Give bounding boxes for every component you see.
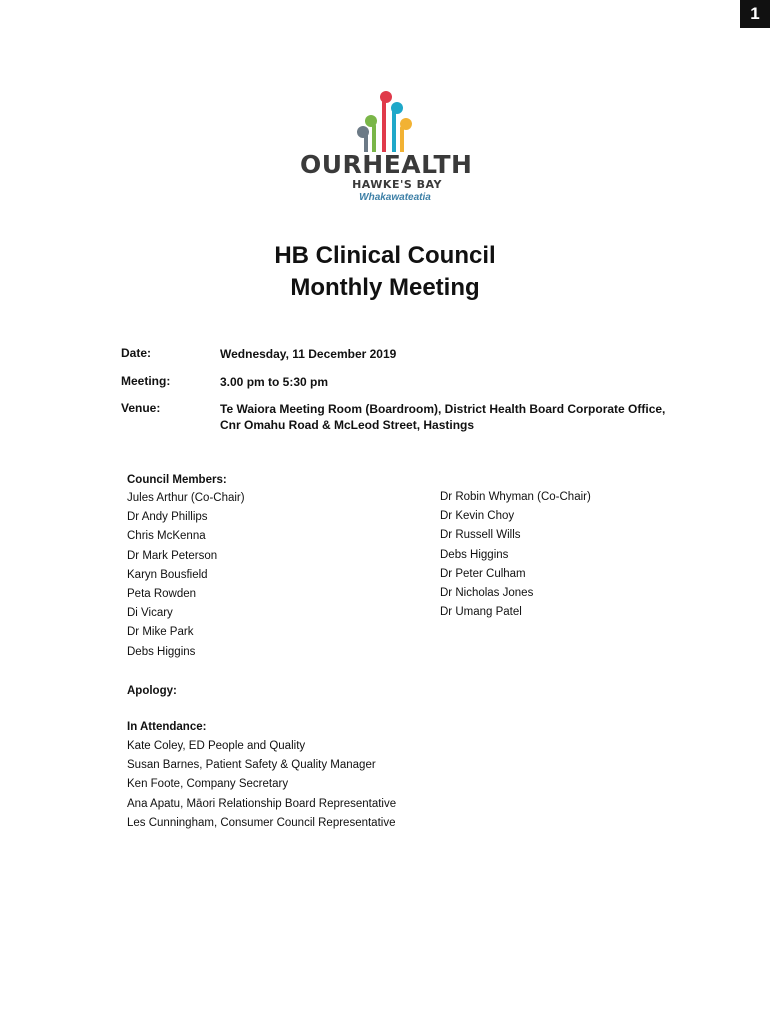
list-item: Dr Peter Culham [440,567,526,580]
list-item: Kate Coley, ED People and Quality [127,740,306,752]
list-item: Chris McKenna [127,530,206,543]
date-label: Date: [121,346,152,360]
page-number-badge: 1 [740,0,770,28]
list-item: Dr Robin Whyman (Co-Chair) [440,491,591,503]
list-item: Debs Higgins [440,548,509,561]
venue-line1: Te Waiora Meeting Room (Boardroom), District Health Board Corporate Office, [220,402,666,416]
council-members-left-list [127,489,245,662]
meeting-value: 3.00 pm to 5:30 pm [220,375,329,389]
list-item: Ana Apatu, Māori Relationship Board Representative [127,797,397,810]
date-value: Wednesday, 11 December 2019 [220,347,397,361]
venue-line2: Cnr Omahu Road & McLeod Street, Hastings [220,418,475,432]
in-attendance-list [127,737,396,833]
list-item: Debs Higgins [127,645,196,658]
list-item: Les Cunningham, Consumer Council Representative [127,816,396,829]
list-item: Karyn Bousfield [127,568,208,581]
venue-value [220,401,666,433]
venue-label: Venue: [121,401,161,415]
list-item: Dr Andy Phillips [127,511,208,524]
council-members-right-list [440,488,591,622]
logo-stems-icon [352,88,418,152]
list-item: Jules Arthur (Co-Chair) [127,492,245,504]
list-item: Peta Rowden [127,587,197,600]
list-item: Dr Kevin Choy [440,510,515,523]
list-item: Dr Mike Park [127,626,194,639]
document-title-line1: HB Clinical Council [274,242,496,269]
list-item: Ken Foote, Company Secretary [127,778,289,791]
logo-subtitle: HAWKE'S BAY [352,178,442,191]
council-members-heading: Council Members: [127,474,227,486]
list-item: Dr Nicholas Jones [440,586,534,599]
logo-tagline: Whakawateatia [359,192,431,203]
apology-heading: Apology: [127,685,177,697]
logo-wordmark: OURHEALTH [300,150,473,179]
in-attendance-heading: In Attendance: [127,721,207,733]
ourhealth-logo [300,88,473,206]
meeting-label: Meeting: [121,374,171,388]
list-item: Di Vicary [127,607,173,620]
list-item: Dr Mark Peterson [127,549,218,562]
list-item: Dr Russell Wills [440,529,521,542]
list-item: Dr Umang Patel [440,606,522,619]
document-title-line2: Monthly Meeting [290,274,480,301]
list-item: Susan Barnes, Patient Safety & Quality Manager [127,759,376,772]
